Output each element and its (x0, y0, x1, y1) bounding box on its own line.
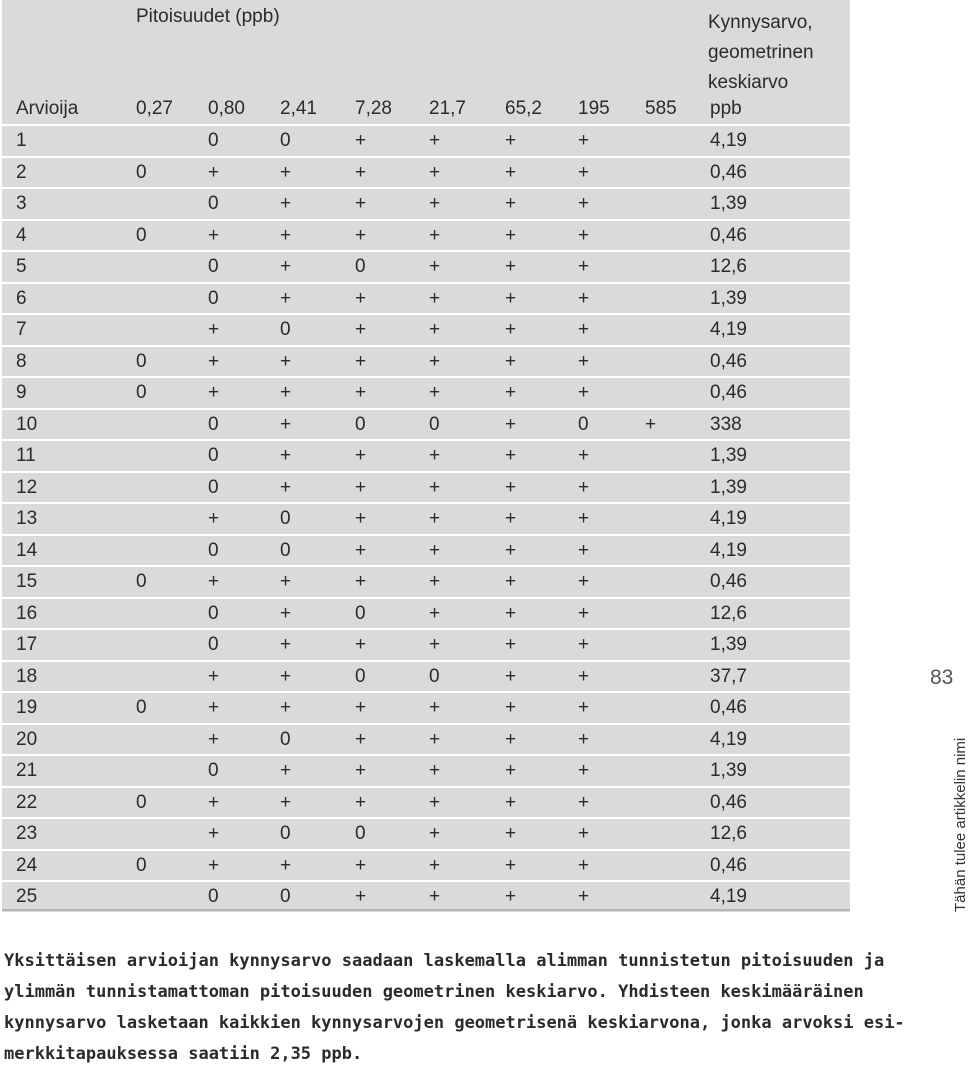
table-cell: 0 (208, 445, 219, 466)
table-cell: + (505, 224, 517, 246)
table-cell: + (280, 571, 292, 592)
table-cell: + (505, 256, 517, 277)
table-cell: 3 (16, 193, 27, 214)
table-cell: + (578, 539, 590, 561)
table-cell: + (505, 130, 517, 151)
table-cell: + (578, 130, 590, 151)
table-cell: + (578, 665, 590, 687)
table-cell: + (505, 193, 517, 214)
table-cell: + (505, 665, 517, 687)
table-cell: + (429, 728, 441, 750)
table-cell: + (208, 571, 220, 592)
table-cell: + (429, 854, 441, 876)
table-cell: + (505, 823, 517, 844)
table-cell: + (578, 161, 590, 183)
table-cell: + (280, 445, 292, 466)
column-header: 0,27 (136, 98, 173, 119)
table-cell: + (355, 886, 367, 907)
table-cell: 1,39 (710, 476, 747, 498)
table-cell: + (429, 130, 441, 151)
table-cell: + (280, 413, 292, 435)
table-cell: 17 (16, 634, 38, 655)
table-cell: 0 (280, 508, 291, 529)
table-bottom-rule (2, 909, 850, 911)
table-cell: + (355, 319, 367, 340)
table-cell: + (280, 602, 292, 624)
table-row (2, 786, 850, 817)
table-cell: 5 (16, 256, 27, 277)
table-cell: + (355, 571, 367, 592)
table-cell: + (505, 791, 517, 813)
table-row (2, 376, 850, 407)
table-cell: 14 (16, 539, 38, 561)
table-cell: + (505, 476, 517, 498)
table-row (2, 439, 850, 470)
table-cell: + (578, 256, 590, 277)
table-cell: + (505, 350, 517, 372)
caption-line: kynnysarvo lasketaan kaikkien kynnysarvojen geometrisenä keskiarvona, jonka arvoksi esi- (4, 1013, 905, 1033)
table-cell: + (578, 382, 590, 403)
table-row (2, 471, 850, 502)
table-cell: 0 (280, 130, 291, 151)
table-cell: 338 (710, 413, 742, 435)
table-cell: + (355, 287, 367, 309)
table-cell: + (578, 823, 590, 844)
table-cell: 0 (355, 256, 366, 277)
table-cell: + (578, 571, 590, 592)
table-cell: 0 (136, 350, 147, 372)
table-cell: 0,46 (710, 224, 747, 246)
table-cell: + (355, 130, 367, 151)
table-cell: 0 (208, 413, 219, 435)
table-cell: + (429, 382, 441, 403)
table-cell: 10 (16, 413, 38, 435)
table-row (2, 345, 850, 376)
table-cell: + (208, 224, 220, 246)
table-cell: + (505, 571, 517, 592)
table-cell: + (578, 287, 590, 309)
table-cell: 0 (429, 413, 440, 435)
table-cell: + (429, 350, 441, 372)
table-cell: + (429, 697, 441, 718)
table-cell: 0 (429, 665, 440, 687)
table-cell: + (280, 697, 292, 718)
table-cell: + (355, 539, 367, 561)
table-cell: 20 (16, 728, 38, 750)
table-cell: + (355, 728, 367, 750)
table-cell: + (505, 287, 517, 309)
table-cell: + (578, 602, 590, 624)
table-cell: 23 (16, 823, 38, 844)
table-cell: 24 (16, 854, 38, 876)
table-row (2, 219, 850, 250)
table-cell: 0 (136, 571, 147, 592)
table-cell: + (505, 634, 517, 655)
table-cell: 9 (16, 382, 27, 403)
table-cell: 0 (280, 539, 291, 561)
table-row (2, 187, 850, 218)
table-cell: + (505, 728, 517, 750)
table-cell: + (578, 697, 590, 718)
table-cell: 0 (136, 224, 147, 246)
table-cell: + (208, 319, 220, 340)
table-cell: + (429, 224, 441, 246)
table-cell: + (355, 854, 367, 876)
column-header: 7,28 (355, 98, 392, 119)
table-cell: + (208, 823, 220, 844)
table-cell: + (208, 728, 220, 750)
table-cell: 0 (208, 634, 219, 655)
table-cell: + (355, 445, 367, 466)
table-cell: 0 (136, 697, 147, 718)
table-cell: 13 (16, 508, 38, 529)
table-cell: 4,19 (710, 130, 747, 151)
table-cell: 12,6 (710, 256, 747, 277)
table-cell: + (578, 224, 590, 246)
caption-line: Yksittäisen arvioijan kynnysarvo saadaan laskemalla alimman tunnistetun pitoisuuden ja (4, 951, 885, 971)
caption-line: ylimmän tunnistamattoman pitoisuuden geometrinen keskiarvo. Yhdisteen keskimääräinen (4, 982, 864, 1002)
table-cell: 22 (16, 791, 38, 813)
table-cell: 0 (208, 539, 219, 561)
table-cell: + (280, 854, 292, 876)
threshold-label-line: geometrinen (708, 42, 814, 63)
table-cell: 1,39 (710, 760, 747, 781)
table-cell: 21 (16, 760, 38, 781)
table-cell: + (429, 161, 441, 183)
column-header: 65,2 (505, 98, 542, 119)
table-cell: 25 (16, 886, 38, 907)
table-cell: + (280, 287, 292, 309)
table-row (2, 502, 850, 533)
table-cell: 12 (16, 476, 38, 498)
table-cell: + (208, 854, 220, 876)
table-cell: 0 (136, 382, 147, 403)
table-row (2, 817, 850, 848)
threshold-table (2, 0, 850, 912)
table-row (2, 313, 850, 344)
table-cell: + (505, 413, 517, 435)
table-cell: 4,19 (710, 539, 747, 561)
table-cell: + (578, 476, 590, 498)
table-cell: 0,46 (710, 382, 747, 403)
table-cell: + (208, 791, 220, 813)
table-cell: + (280, 161, 292, 183)
table-cell: 0 (208, 886, 219, 907)
table-cell: + (505, 508, 517, 529)
table-cell: + (355, 634, 367, 655)
table-row (2, 565, 850, 596)
table-cell: + (505, 445, 517, 466)
threshold-label (708, 8, 814, 98)
table-cell: 4 (16, 224, 27, 246)
table-cell: + (505, 539, 517, 561)
table-cell: 7 (16, 319, 27, 340)
page-number: 83 (930, 666, 954, 689)
table-cell: 0 (280, 823, 291, 844)
header-row (2, 94, 850, 123)
table-cell: + (280, 476, 292, 498)
table-cell: 4,19 (710, 319, 747, 340)
table-cell: 0 (280, 886, 291, 907)
table-cell: + (280, 382, 292, 403)
table-cell: + (429, 287, 441, 309)
table-cell: + (429, 823, 441, 844)
column-header: ppb (710, 98, 742, 119)
table-cell: + (429, 634, 441, 655)
table-cell: 0,46 (710, 161, 747, 183)
table-cell: + (505, 161, 517, 183)
table-cell: 0 (136, 854, 147, 876)
table-cell: + (208, 350, 220, 372)
table-row (2, 124, 850, 155)
table-cell: + (355, 760, 367, 781)
threshold-label-line: keskiarvo (708, 72, 789, 93)
caption (4, 946, 905, 1070)
table-cell: + (355, 350, 367, 372)
table-cell: 0 (208, 760, 219, 781)
table-cell: + (280, 224, 292, 246)
table-cell: + (355, 791, 367, 813)
table-cell: + (645, 413, 657, 435)
column-header: Arvioija (16, 98, 79, 119)
caption-line: merkkitapauksessa saatiin 2,35 ppb. (4, 1044, 363, 1064)
table-cell: + (578, 445, 590, 466)
table-cell: + (578, 760, 590, 781)
column-header: 195 (578, 98, 610, 119)
table-cell: + (429, 256, 441, 277)
table-row (2, 754, 850, 785)
table-cell: + (208, 508, 220, 529)
table-row (2, 597, 850, 628)
table-cell: + (578, 508, 590, 529)
table-cell: 37,7 (710, 665, 747, 687)
table-cell: + (355, 382, 367, 403)
table-cell: 0 (208, 476, 219, 498)
table-cell: + (429, 319, 441, 340)
table-cell: 0 (208, 130, 219, 151)
table-cell: + (208, 665, 220, 687)
column-header: 2,41 (280, 98, 317, 119)
table-cell: 4,19 (710, 728, 747, 750)
table-cell: 0,46 (710, 350, 747, 372)
table-cell: + (578, 886, 590, 907)
table-cell: 1,39 (710, 287, 747, 309)
table-cell: + (429, 602, 441, 624)
table-row (2, 691, 850, 722)
table-cell: 4,19 (710, 886, 747, 907)
table-cell: + (429, 791, 441, 813)
table-cell: + (505, 854, 517, 876)
table-row (2, 282, 850, 313)
table-cell: 0 (280, 319, 291, 340)
table-cell: 0,46 (710, 854, 747, 876)
table-cell: + (429, 760, 441, 781)
table-cell: 0 (578, 413, 589, 435)
table-cell: 4,19 (710, 508, 747, 529)
table-cell: + (578, 791, 590, 813)
table-cell: 0,46 (710, 571, 747, 592)
table-cell: + (429, 193, 441, 214)
table-cell: + (505, 697, 517, 718)
table-cell: + (429, 445, 441, 466)
table-cell: + (505, 382, 517, 403)
table-cell: + (355, 476, 367, 498)
table-cell: + (505, 760, 517, 781)
table-cell: 1 (16, 130, 27, 151)
table-row (2, 660, 850, 691)
table-cell: 12,6 (710, 602, 747, 624)
table-cell: 8 (16, 350, 27, 372)
table-cell: + (578, 728, 590, 750)
table-cell: + (208, 161, 220, 183)
table-cell: + (355, 193, 367, 214)
table-cell: 1,39 (710, 445, 747, 466)
table-row (2, 628, 850, 659)
table-cell: + (280, 256, 292, 277)
table-cell: + (280, 634, 292, 655)
table-cell: 0 (355, 665, 366, 687)
table-cell: + (429, 571, 441, 592)
table-cell: 12,6 (710, 823, 747, 844)
table-row (2, 534, 850, 565)
table-cell: 2 (16, 161, 27, 183)
table-cell: + (280, 350, 292, 372)
table-cell: + (505, 886, 517, 907)
threshold-label-line: Kynnysarvo, (708, 12, 813, 33)
table-cell: 0 (208, 256, 219, 277)
running-head: Tähän tulee artikkelin nimi (952, 737, 969, 912)
table-cell: + (578, 193, 590, 214)
concentration-label: Pitoisuudet (ppb) (136, 6, 280, 27)
table-row (2, 156, 850, 187)
table-cell: + (578, 634, 590, 655)
table-cell: + (355, 697, 367, 718)
table-cell: + (355, 224, 367, 246)
table-cell: 11 (16, 445, 36, 466)
table-cell: 0 (355, 823, 366, 844)
table-cell: + (355, 508, 367, 529)
table-cell: + (280, 665, 292, 687)
table-cell: 6 (16, 287, 27, 309)
table-cell: 0 (208, 602, 219, 624)
table-cell: + (280, 791, 292, 813)
table-cell: 0 (208, 287, 219, 309)
table-cell: 0,46 (710, 791, 747, 813)
table-row (2, 849, 850, 880)
table-row (2, 880, 850, 911)
column-header: 585 (645, 98, 677, 119)
table-row (2, 250, 850, 281)
table-cell: + (208, 382, 220, 403)
table-cell: 1,39 (710, 193, 747, 214)
table-cell: + (578, 319, 590, 340)
table-cell: 18 (16, 665, 38, 687)
table-cell: 1,39 (710, 634, 747, 655)
column-header: 21,7 (429, 98, 466, 119)
table-cell: + (280, 760, 292, 781)
table-cell: + (429, 508, 441, 529)
table-cell: 0 (355, 413, 366, 435)
table-cell: + (505, 602, 517, 624)
table-cell: 0,46 (710, 697, 747, 718)
table-row (2, 408, 850, 439)
table-cell: 19 (16, 697, 38, 718)
table-cell: + (208, 697, 220, 718)
table-cell: 0 (280, 728, 291, 750)
table-cell: + (355, 161, 367, 183)
table-cell: 15 (16, 571, 38, 592)
table-cell: 0 (136, 161, 147, 183)
table-cell: 0 (136, 791, 147, 813)
table-cell: 0 (208, 193, 219, 214)
table-cell: + (429, 886, 441, 907)
table-cell: + (578, 350, 590, 372)
column-header: 0,80 (208, 98, 245, 119)
table-cell: 0 (355, 602, 366, 624)
table-cell: 16 (16, 602, 38, 624)
table-cell: + (429, 539, 441, 561)
table-cell: + (578, 854, 590, 876)
table-cell: + (505, 319, 517, 340)
table-cell: + (429, 476, 441, 498)
table-cell: + (280, 193, 292, 214)
table-row (2, 723, 850, 754)
